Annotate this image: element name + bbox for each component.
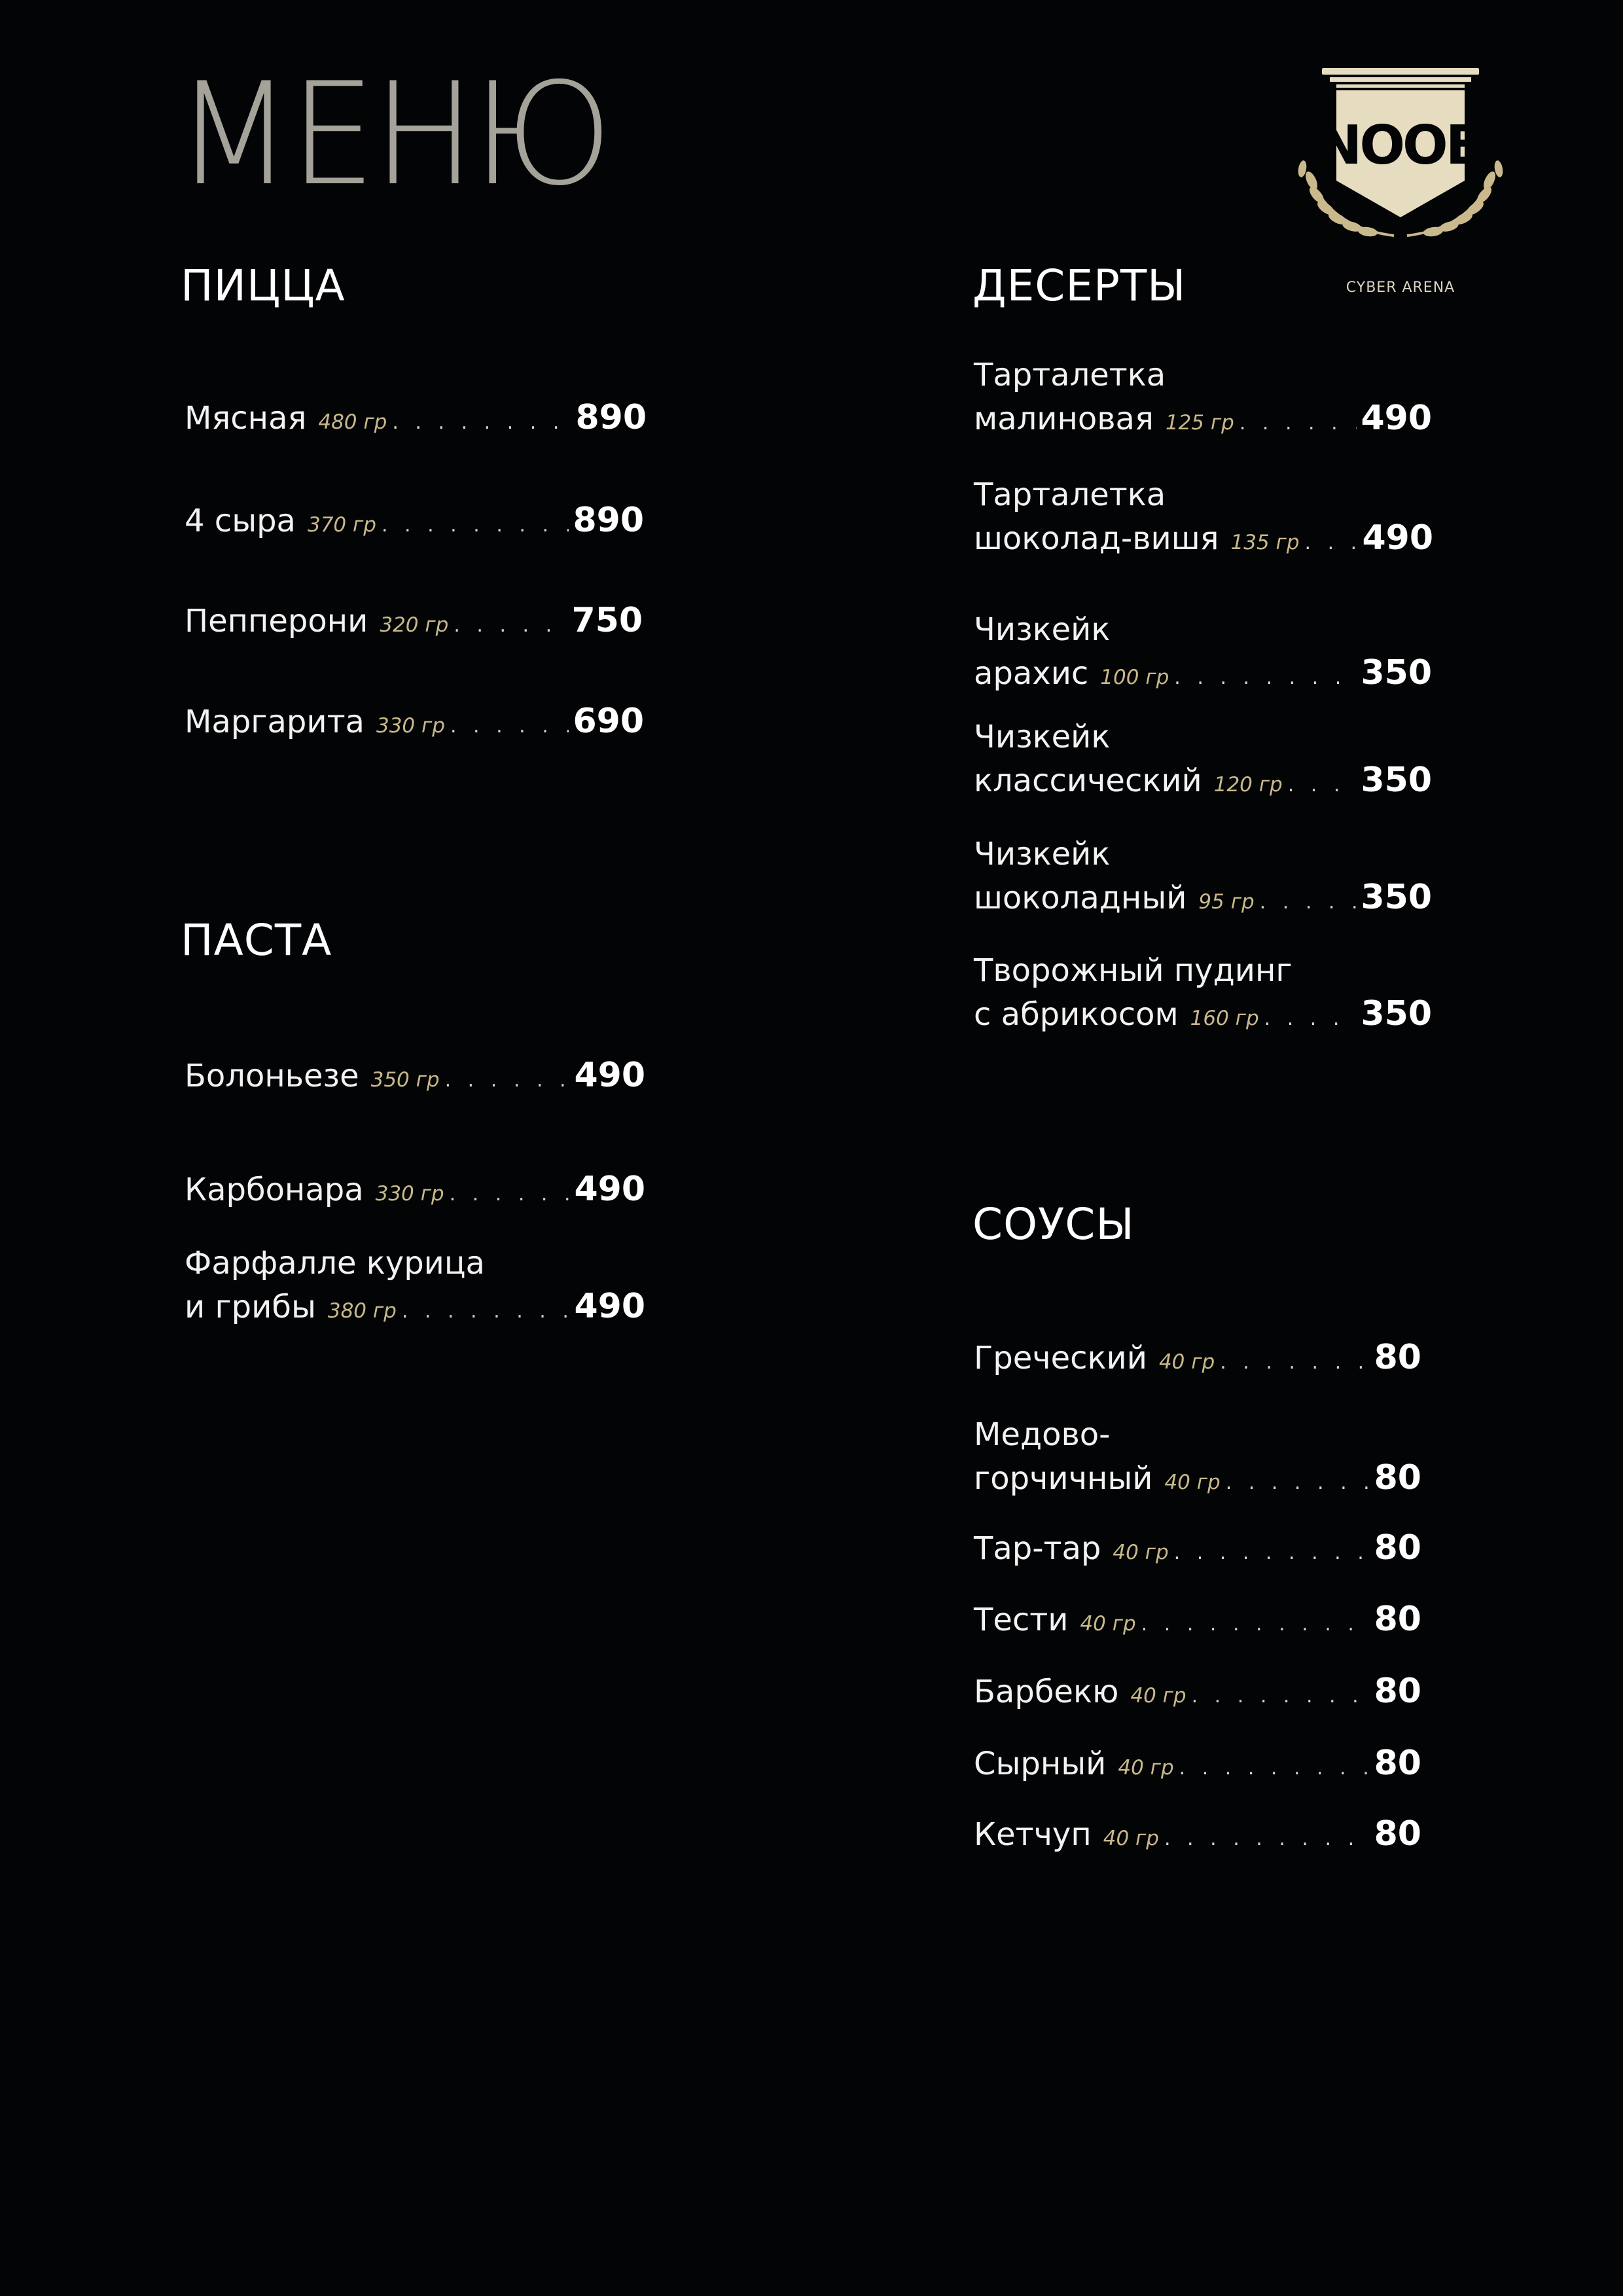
item-name: Маргарита: [185, 704, 365, 740]
item-price: 80: [1374, 1600, 1421, 1639]
item-name: Тести: [974, 1602, 1069, 1638]
dot-leader: [450, 1173, 571, 1216]
dot-leader: [1192, 1675, 1370, 1718]
item-name-line1: Чизкейк: [974, 611, 1111, 648]
item-weight: 320 гр: [380, 613, 449, 637]
menu-item-pizza: [185, 700, 644, 748]
logo-text: NOOB: [1317, 115, 1484, 177]
menu-item-pizza: [185, 396, 647, 444]
dot-leader: [1226, 1462, 1370, 1505]
item-name-line1: Чизкейк: [974, 836, 1111, 872]
dot-leader: [392, 401, 571, 444]
item-name: горчичный: [974, 1460, 1153, 1497]
item-name: Кетчуп: [974, 1816, 1092, 1853]
item-price: 80: [1374, 1528, 1421, 1568]
dot-leader: [450, 705, 569, 748]
item-weight: 135 гр: [1230, 531, 1300, 554]
menu-item-sauce: [974, 1413, 1421, 1505]
item-name-line1: Тарталетка: [974, 357, 1166, 393]
item-price: 890: [575, 398, 647, 437]
item-price: 350: [1361, 653, 1432, 692]
item-price: 490: [1361, 399, 1432, 438]
item-price: 690: [573, 702, 644, 741]
section-heading-sauces: СОУСЫ: [972, 1199, 1135, 1249]
item-weight: 330 гр: [375, 1182, 444, 1206]
dot-leader: [1164, 1818, 1370, 1861]
menu-item-sauce: [974, 1812, 1421, 1861]
item-name-line1: Чизкейк: [974, 719, 1111, 755]
dot-leader: [1179, 1747, 1370, 1790]
section-heading-desserts: ДЕСЕРТЫ: [972, 260, 1186, 311]
menu-item-dessert: [974, 949, 1432, 1041]
menu-item-sauce: [974, 1336, 1421, 1384]
item-weight: 330 гр: [376, 714, 445, 738]
item-price: 350: [1361, 994, 1432, 1033]
menu-item-dessert: [974, 715, 1432, 807]
dot-leader: [454, 604, 567, 647]
item-price: 350: [1361, 761, 1432, 800]
item-name: малиновая: [974, 401, 1154, 437]
item-weight: 40 гр: [1113, 1541, 1169, 1564]
item-price: 490: [574, 1056, 645, 1095]
item-name: Карбонара: [185, 1172, 364, 1208]
item-weight: 40 гр: [1103, 1827, 1159, 1850]
dot-leader: [1240, 402, 1357, 445]
item-name-line1: Фарфалле курица: [185, 1245, 485, 1282]
item-name-line1: Медово-: [974, 1416, 1111, 1453]
item-price: 750: [571, 601, 643, 640]
item-weight: 160 гр: [1190, 1007, 1259, 1030]
item-weight: 40 гр: [1080, 1612, 1136, 1636]
logo-subtitle: CYBER ARENA: [1346, 279, 1455, 296]
section-heading-pasta: ПАСТА: [181, 915, 332, 965]
item-price: 80: [1374, 1672, 1421, 1711]
item-price: 80: [1374, 1814, 1421, 1854]
item-name: Греческий: [974, 1340, 1147, 1376]
item-price: 890: [573, 501, 644, 540]
item-weight: 40 гр: [1164, 1471, 1221, 1494]
item-name: Сырный: [974, 1746, 1107, 1782]
item-weight: 40 гр: [1158, 1350, 1215, 1374]
item-name-line1: Тарталетка: [974, 476, 1166, 513]
menu-item-sauce: [974, 1742, 1421, 1790]
item-name: шоколадный: [974, 880, 1187, 916]
item-name: Болоньезе: [185, 1058, 359, 1094]
section-heading-pizza: ПИЦЦА: [181, 260, 346, 311]
item-price: 80: [1374, 1458, 1421, 1498]
menu-item-sauce: [974, 1670, 1421, 1718]
item-name: Пепперони: [185, 603, 368, 639]
item-name: классический: [974, 762, 1202, 799]
item-weight: 100 гр: [1100, 666, 1169, 689]
item-weight: 40 гр: [1130, 1684, 1186, 1708]
page-title: МЕНЮ: [175, 52, 611, 217]
dot-leader: [1260, 881, 1357, 924]
item-name: Барбекю: [974, 1674, 1119, 1710]
menu-item-dessert: [974, 833, 1432, 924]
item-name: арахис: [974, 655, 1089, 692]
item-price: 490: [1362, 518, 1433, 558]
menu-item-pasta: [185, 1054, 645, 1102]
item-price: 490: [574, 1287, 645, 1326]
item-weight: 125 гр: [1165, 411, 1234, 435]
item-name: Тар-тар: [974, 1530, 1101, 1567]
item-name: с абрикосом: [974, 996, 1179, 1033]
dot-leader: [1174, 656, 1357, 700]
dot-leader: [1288, 764, 1357, 807]
dot-leader: [1264, 997, 1357, 1041]
item-price: 490: [574, 1170, 645, 1209]
dot-leader: [402, 1290, 571, 1333]
menu-item-sauce: [974, 1526, 1421, 1575]
item-name: шоколад-вишя: [974, 520, 1219, 557]
menu-item-pasta: [185, 1242, 645, 1333]
menu-item-pizza: [185, 599, 643, 647]
dot-leader: [445, 1059, 571, 1102]
item-price: 80: [1374, 1744, 1421, 1783]
menu-item-dessert: [974, 473, 1433, 565]
dot-leader: [1141, 1603, 1370, 1646]
item-weight: 370 гр: [307, 513, 376, 537]
item-weight: 40 гр: [1118, 1756, 1174, 1780]
dot-leader: [1174, 1532, 1370, 1575]
menu-item-dessert: [974, 353, 1432, 445]
menu-item-pasta: [185, 1168, 645, 1216]
menu-item-pizza: [185, 499, 644, 547]
item-weight: 480 гр: [318, 410, 387, 434]
dot-leader: [382, 504, 569, 547]
dot-leader: [1220, 1341, 1370, 1384]
noob-logo: [1283, 64, 1518, 300]
item-name: и грибы: [185, 1289, 316, 1325]
item-weight: 350 гр: [370, 1068, 440, 1092]
item-price: 80: [1374, 1338, 1421, 1377]
menu-item-sauce: [974, 1598, 1421, 1646]
menu-item-dessert: [974, 608, 1432, 700]
item-name: 4 сыра: [185, 503, 296, 539]
item-weight: 95 гр: [1198, 890, 1255, 914]
item-weight: 380 гр: [327, 1299, 397, 1323]
item-weight: 120 гр: [1213, 773, 1283, 797]
dot-leader: [1305, 522, 1359, 565]
item-name: Мясная: [185, 400, 307, 437]
item-name-line1: Творожный пудинг: [974, 952, 1293, 989]
item-price: 350: [1361, 878, 1432, 917]
